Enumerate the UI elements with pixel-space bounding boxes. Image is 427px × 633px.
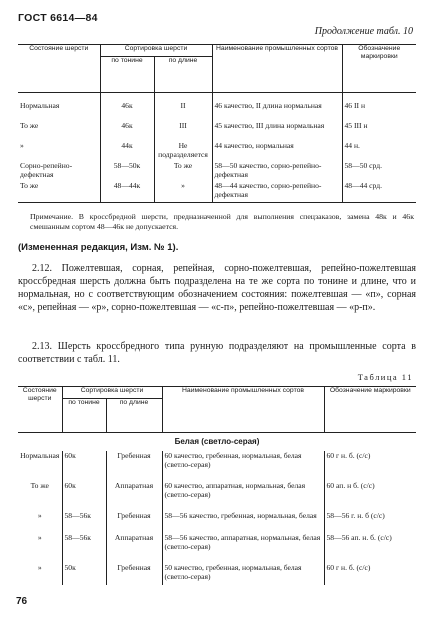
table-row: » 58—56к Гребенная 58—56 качество, гребенная, нормальная, белая 58—56 г. н. б (с/с)	[18, 511, 416, 533]
col-fineness-header: по тонине	[100, 57, 154, 93]
col-fineness-header: по тонине	[62, 399, 106, 433]
section-header: Белая (светло-серая)	[174, 437, 260, 447]
table-11-title: Таблица 11	[357, 372, 413, 382]
page-number: 76	[16, 596, 28, 607]
col-marking-header: Обозначение маркировки	[324, 387, 416, 433]
table-row: Нормальная 60к Гребенная 60 качество, гребенная, нормальная, белая (светло-серая) 60 г н. б. (с/с)	[18, 451, 416, 481]
col-length-header: по длине	[154, 57, 212, 93]
col-industrial-header: Наименование промышленных сортов	[212, 45, 342, 93]
table-row: То же 48—44к » 48—44 качество, сорно-репейно-дефектная 48—44 срд.	[18, 181, 416, 203]
table-11	[18, 386, 416, 585]
col-state-header: Состояние шерсти	[18, 387, 62, 433]
table-row: » 50к Гребенная 50 качество, гребенная, нормальная, белая (светло-серая) 60 г н. б. (с/с)	[18, 563, 416, 585]
col-sorting-header: Сортировка шерсти	[62, 387, 162, 399]
table-row: » 44к Не подразделяется 44 качество, нормальная 44 н.	[18, 141, 416, 161]
table-row: » 58—56к Аппаратная 58—56 качество, аппаратная, нормальная, белая (светло-серая) 58—56 ап. н. б. (с/с)	[18, 533, 416, 563]
col-state-header: Состояние шерсти	[18, 45, 100, 93]
paragraph-2-13: 2.13. Шерсть кроссбредного типа рунную подразделяют на промышленные сорта в соответствии с табл. 11.	[18, 341, 416, 365]
revision-note: (Измененная редакция, Изм. № 1).	[18, 242, 179, 253]
col-marking-header: Обозначение маркировки	[342, 45, 416, 93]
table-row: То же 46к III 45 качество, III длина нормальная 45 III н	[18, 121, 416, 141]
table-row: Нормальная 46к II 46 качество, II длина нормальная 46 II н	[18, 101, 416, 121]
table-10	[18, 44, 416, 203]
table-row: То же 60к Аппаратная 60 качество, аппаратная, нормальная, белая (светло-серая) 60 ап. н б. (с/с)	[18, 481, 416, 511]
col-sorting-header: Сортировка шерсти	[100, 45, 212, 57]
document-code: ГОСТ 6614—84	[18, 12, 98, 24]
col-industrial-header: Наименование промышленных сортов	[162, 387, 324, 433]
col-length-header: по длине	[106, 399, 162, 433]
table-row: Сорно-репейно-дефектная 58—50к То же 58—50 качество, сорно-репейно-дефектная 58—50 срд.	[18, 161, 416, 181]
table-note: Примечание. В кроссбредной шерсти, предназначенной для выполнения спецзаказов, замена 48к и 46к смешанным сортом 48—46к не допускается.	[30, 212, 414, 231]
paragraph-2-12: 2.12. Пожелтевшая, сорная, репейная, сорно-пожелтевшая, репейно-пожелтевшая кроссбредная шерсть должна быть подразделена на те же сорта по тонине и длине, что и нормальная, но с соответствующим обозначением состояния: пожелтевшая — «п», сорная «с», репейная — «р», сорно-пожелтевшая — «с-п», репейно-пожелтевшая — «р-п».	[18, 263, 416, 313]
continuation-label: Продолжение табл. 10	[314, 26, 413, 37]
